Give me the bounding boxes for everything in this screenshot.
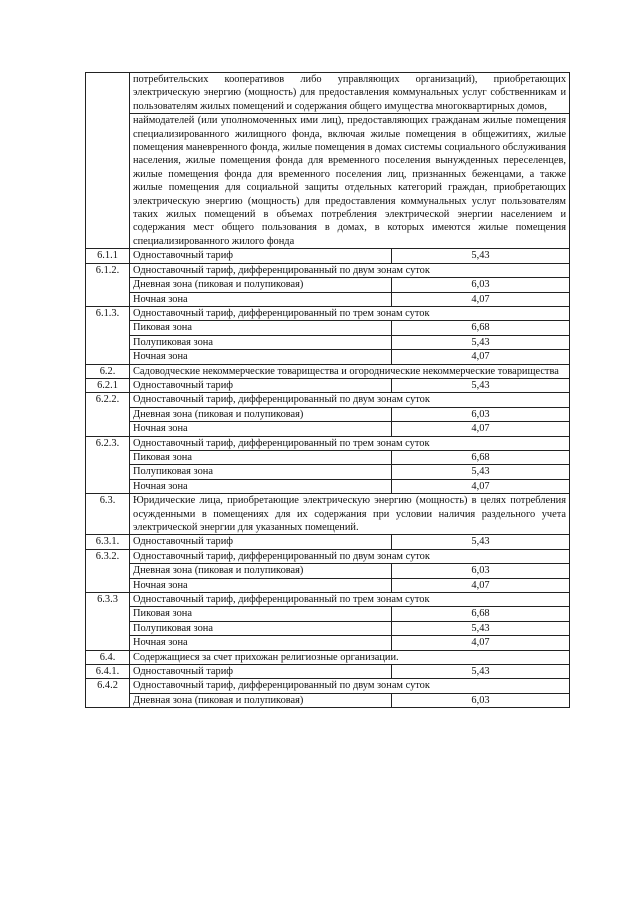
table-row — [86, 249, 570, 263]
zone-label: Пиковая зона — [130, 321, 392, 335]
zone-label: Дневная зона (пиковая и полупиковая) — [130, 407, 392, 421]
tariff-label: Одноставочный тариф — [130, 249, 392, 263]
tariff-value: 4,07 — [392, 578, 570, 592]
zone-label: Ночная зона — [130, 422, 392, 436]
item-number: 6.3. — [86, 494, 130, 535]
table-row — [86, 292, 570, 306]
tariff-label: Одноставочный тариф — [130, 535, 392, 549]
item-number: 6.2.3. — [86, 436, 130, 494]
tariff-label: Одноставочный тариф — [130, 378, 392, 392]
item-number: 6.1.2. — [86, 263, 130, 306]
table-row — [86, 407, 570, 421]
table-row — [86, 306, 570, 320]
table-row — [86, 679, 570, 693]
tariff-value: 6,03 — [392, 407, 570, 421]
tariff-value: 6,03 — [392, 693, 570, 707]
tariff-value: 4,07 — [392, 479, 570, 493]
zone-label: Ночная зона — [130, 292, 392, 306]
tariff-value: 6,68 — [392, 450, 570, 464]
table-row — [86, 535, 570, 549]
tariff-value: 6,68 — [392, 321, 570, 335]
table-row — [86, 321, 570, 335]
item-number: 6.3.3 — [86, 593, 130, 651]
table-row — [86, 593, 570, 607]
tariff-group-title: Одноставочный тариф, дифференцированный по двум зонам суток — [130, 263, 570, 277]
tariff-group-title: Одноставочный тариф, дифференцированный по трем зонам суток — [130, 306, 570, 320]
table-row — [86, 335, 570, 349]
zone-label: Полупиковая зона — [130, 465, 392, 479]
table-row — [86, 450, 570, 464]
item-number: 6.2.1 — [86, 378, 130, 392]
tariff-group-title: Одноставочный тариф, дифференцированный по двум зонам суток — [130, 549, 570, 563]
table-row — [86, 650, 570, 664]
zone-label: Дневная зона (пиковая и полупиковая) — [130, 564, 392, 578]
item-number: 6.1.3. — [86, 306, 130, 364]
item-number: 6.4. — [86, 650, 130, 664]
tariff-group-title: Одноставочный тариф, дифференцированный по трем зонам суток — [130, 436, 570, 450]
table-row — [86, 393, 570, 407]
tariff-value: 4,07 — [392, 636, 570, 650]
item-number — [86, 73, 130, 249]
tariff-value: 5,43 — [392, 535, 570, 549]
item-number: 6.1.1 — [86, 249, 130, 263]
table-row — [86, 278, 570, 292]
tariff-value: 4,07 — [392, 422, 570, 436]
category-description: Юридические лица, приобретающие электрическую энергию (мощность) в целях потребления осужденными в помещениях для их содержания при условии наличия раздельного учета электрической энергии для указанных помещений. — [130, 494, 570, 535]
tariff-group-title: Одноставочный тариф, дифференцированный по двум зонам суток — [130, 393, 570, 407]
table-row — [86, 73, 570, 114]
tariff-value: 4,07 — [392, 350, 570, 364]
tariff-value: 5,43 — [392, 665, 570, 679]
table-row — [86, 607, 570, 621]
zone-label: Полупиковая зона — [130, 335, 392, 349]
item-number: 6.3.1. — [86, 535, 130, 549]
table-row — [86, 263, 570, 277]
tariff-group-title: Одноставочный тариф, дифференцированный по трем зонам суток — [130, 593, 570, 607]
table-row — [86, 494, 570, 535]
zone-label: Пиковая зона — [130, 607, 392, 621]
tariff-value: 6,03 — [392, 564, 570, 578]
table-row — [86, 636, 570, 650]
zone-label: Полупиковая зона — [130, 621, 392, 635]
item-number: 6.3.2. — [86, 549, 130, 592]
table-row — [86, 479, 570, 493]
table-row — [86, 364, 570, 378]
zone-label: Пиковая зона — [130, 450, 392, 464]
table-row — [86, 378, 570, 392]
item-number: 6.2.2. — [86, 393, 130, 436]
tariff-value: 5,43 — [392, 621, 570, 635]
table-row — [86, 350, 570, 364]
tariff-value: 5,43 — [392, 465, 570, 479]
category-description: наймодателей (или уполномоченных ими лиц), предоставляющих гражданам жилые помещения специализированного жилищного фонда, включая жилые помещения в общежитиях, жилые помещения маневренного фонда, жилые помещения в домах системы социального обслуживания населения, жилые помещения фонда для временного поселения вынужденных переселенцев, жилые помещения фонда для временного поселения лиц, признанных беженцами, а также жилые помещения для социальной защиты отдельных категорий граждан, приобретающих электрическую энергию (мощность) для предоставления коммунальных услуг пользователям таких жилых помещений в объемах потребления электрической энергии населением и содержания мест общего пользования в домах, в которых имеются жилые помещения специализированного жилого фонда — [130, 114, 570, 249]
item-number: 6.2. — [86, 364, 130, 378]
category-description: Садоводческие некоммерческие товарищества и огороднические некоммерческие товарищества — [130, 364, 570, 378]
zone-label: Ночная зона — [130, 479, 392, 493]
tariff-label: Одноставочный тариф — [130, 665, 392, 679]
table-row — [86, 436, 570, 450]
zone-label: Дневная зона (пиковая и полупиковая) — [130, 278, 392, 292]
table-row — [86, 621, 570, 635]
tariff-group-title: Одноставочный тариф, дифференцированный по двум зонам суток — [130, 679, 570, 693]
table-row — [86, 422, 570, 436]
zone-label: Ночная зона — [130, 578, 392, 592]
tariff-value: 4,07 — [392, 292, 570, 306]
table-row — [86, 549, 570, 563]
table-row — [86, 564, 570, 578]
zone-label: Дневная зона (пиковая и полупиковая) — [130, 693, 392, 707]
tariff-value: 5,43 — [392, 335, 570, 349]
tariff-value: 5,43 — [392, 378, 570, 392]
tariff-value: 5,43 — [392, 249, 570, 263]
table-row — [86, 665, 570, 679]
category-description: Содержащиеся за счет прихожан религиозные организации. — [130, 650, 570, 664]
table-row — [86, 578, 570, 592]
tariff-table-body — [86, 73, 570, 708]
item-number: 6.4.2 — [86, 679, 130, 708]
tariff-value: 6,03 — [392, 278, 570, 292]
tariff-table — [85, 72, 570, 708]
table-row — [86, 465, 570, 479]
zone-label: Ночная зона — [130, 636, 392, 650]
table-row — [86, 114, 570, 249]
table-row — [86, 693, 570, 707]
tariff-value: 6,68 — [392, 607, 570, 621]
item-number: 6.4.1. — [86, 665, 130, 679]
category-description: потребительских кооперативов либо управляющих организаций), приобретающих электрическую энергию (мощность) для предоставления коммунальных услуг собственникам и пользователям жилых помещений и содержания общего имущества многоквартирных домов, — [130, 73, 570, 114]
zone-label: Ночная зона — [130, 350, 392, 364]
